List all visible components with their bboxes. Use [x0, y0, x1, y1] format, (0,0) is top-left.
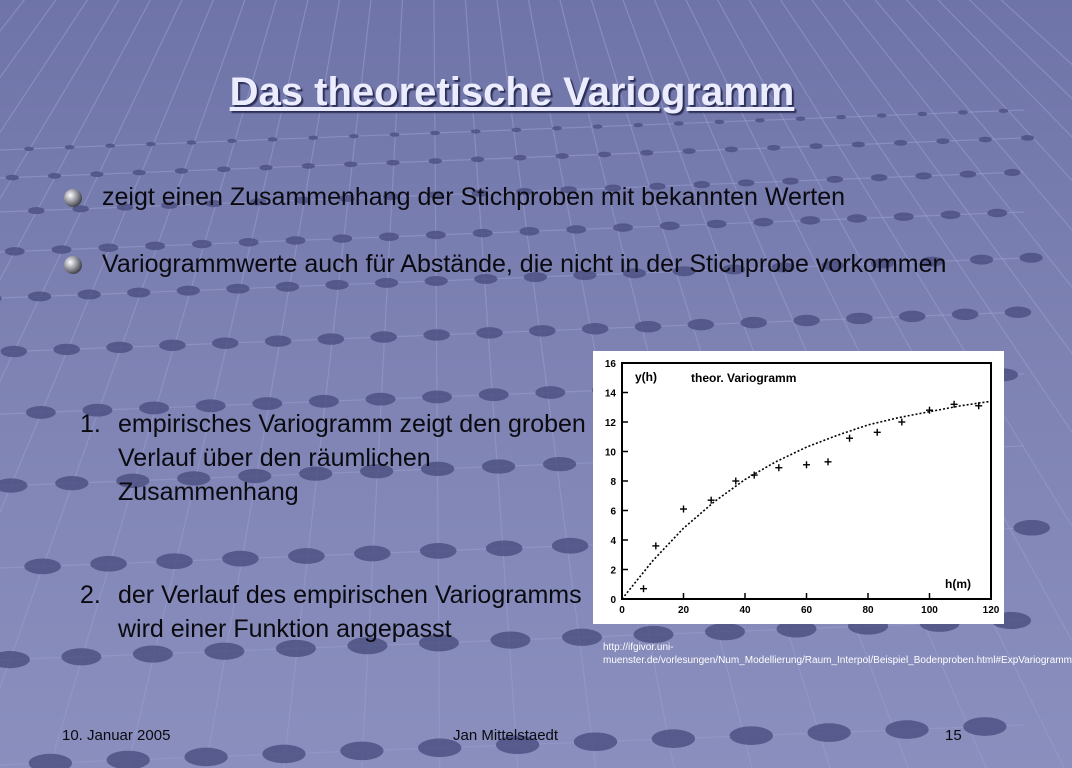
data-point: [775, 464, 782, 471]
data-point: [846, 435, 853, 442]
x-tick-label: 100: [921, 605, 938, 616]
chart-title: theor. Variogramm: [691, 371, 797, 385]
y-tick-label: 10: [604, 447, 616, 459]
fit-curve: [622, 401, 991, 599]
footer-page: 15: [945, 727, 962, 744]
bullet-icon: [64, 256, 82, 274]
x-tick-label: 40: [739, 605, 751, 616]
y-tick-label: 2: [610, 565, 616, 577]
x-tick-label: 80: [862, 605, 874, 616]
y-axis-label: y(h): [635, 370, 657, 384]
data-point: [652, 542, 659, 549]
y-tick-label: 0: [610, 595, 616, 606]
numbered-item-1-number: 1.: [80, 410, 101, 438]
y-tick-label: 14: [604, 388, 616, 400]
y-tick-label: 8: [610, 477, 616, 488]
data-point: [825, 458, 832, 465]
data-point: [874, 429, 881, 436]
y-tick-label: 16: [604, 359, 616, 370]
footer-author: Jan Mittelstaedt: [453, 727, 559, 744]
x-tick-label: 0: [619, 605, 625, 616]
x-tick-label: 60: [800, 605, 813, 616]
bullet-icon: [64, 189, 82, 207]
y-tick-label: 12: [604, 418, 616, 429]
data-point: [898, 419, 905, 426]
data-point: [680, 506, 687, 513]
data-point: [926, 407, 933, 414]
variogram-chart: [593, 351, 1004, 624]
y-tick-label: 6: [610, 506, 616, 518]
x-axis-label: h(m): [945, 577, 971, 591]
data-point: [803, 461, 810, 468]
source-url: http://ifgivor.uni-muenster.de/vorlesungen/Num_Modellierung/Raum_Interpol/Beispiel_Bodenproben.html#ExpVariogramm: [603, 642, 1072, 666]
numbered-item-1-text: empirisches Variogramm zeigt den groben Verlauf über den räumlichen Zusammenhang: [118, 410, 586, 506]
bullet-2-text: Variogrammwerte auch für Abstände, die nicht in der Stichprobe vorkommen: [102, 250, 947, 278]
y-tick-label: 4: [610, 536, 616, 547]
numbered-item-2-number: 2.: [80, 581, 101, 609]
x-tick-label: 120: [982, 605, 1000, 616]
variogram-chart-svg: [593, 351, 1004, 624]
plot-frame: [622, 363, 991, 599]
data-point: [640, 585, 647, 592]
x-tick-label: 20: [677, 605, 690, 616]
footer-date: 10. Januar 2005: [62, 727, 171, 744]
bullet-1-text: zeigt einen Zusammenhang der Stichproben mit bekannten Werten: [102, 183, 846, 211]
slide-title: Das theoretische Variogramm: [229, 70, 795, 114]
numbered-item-2-text: der Verlauf des empirischen Variogramms wird einer Funktion angepasst: [118, 581, 582, 643]
